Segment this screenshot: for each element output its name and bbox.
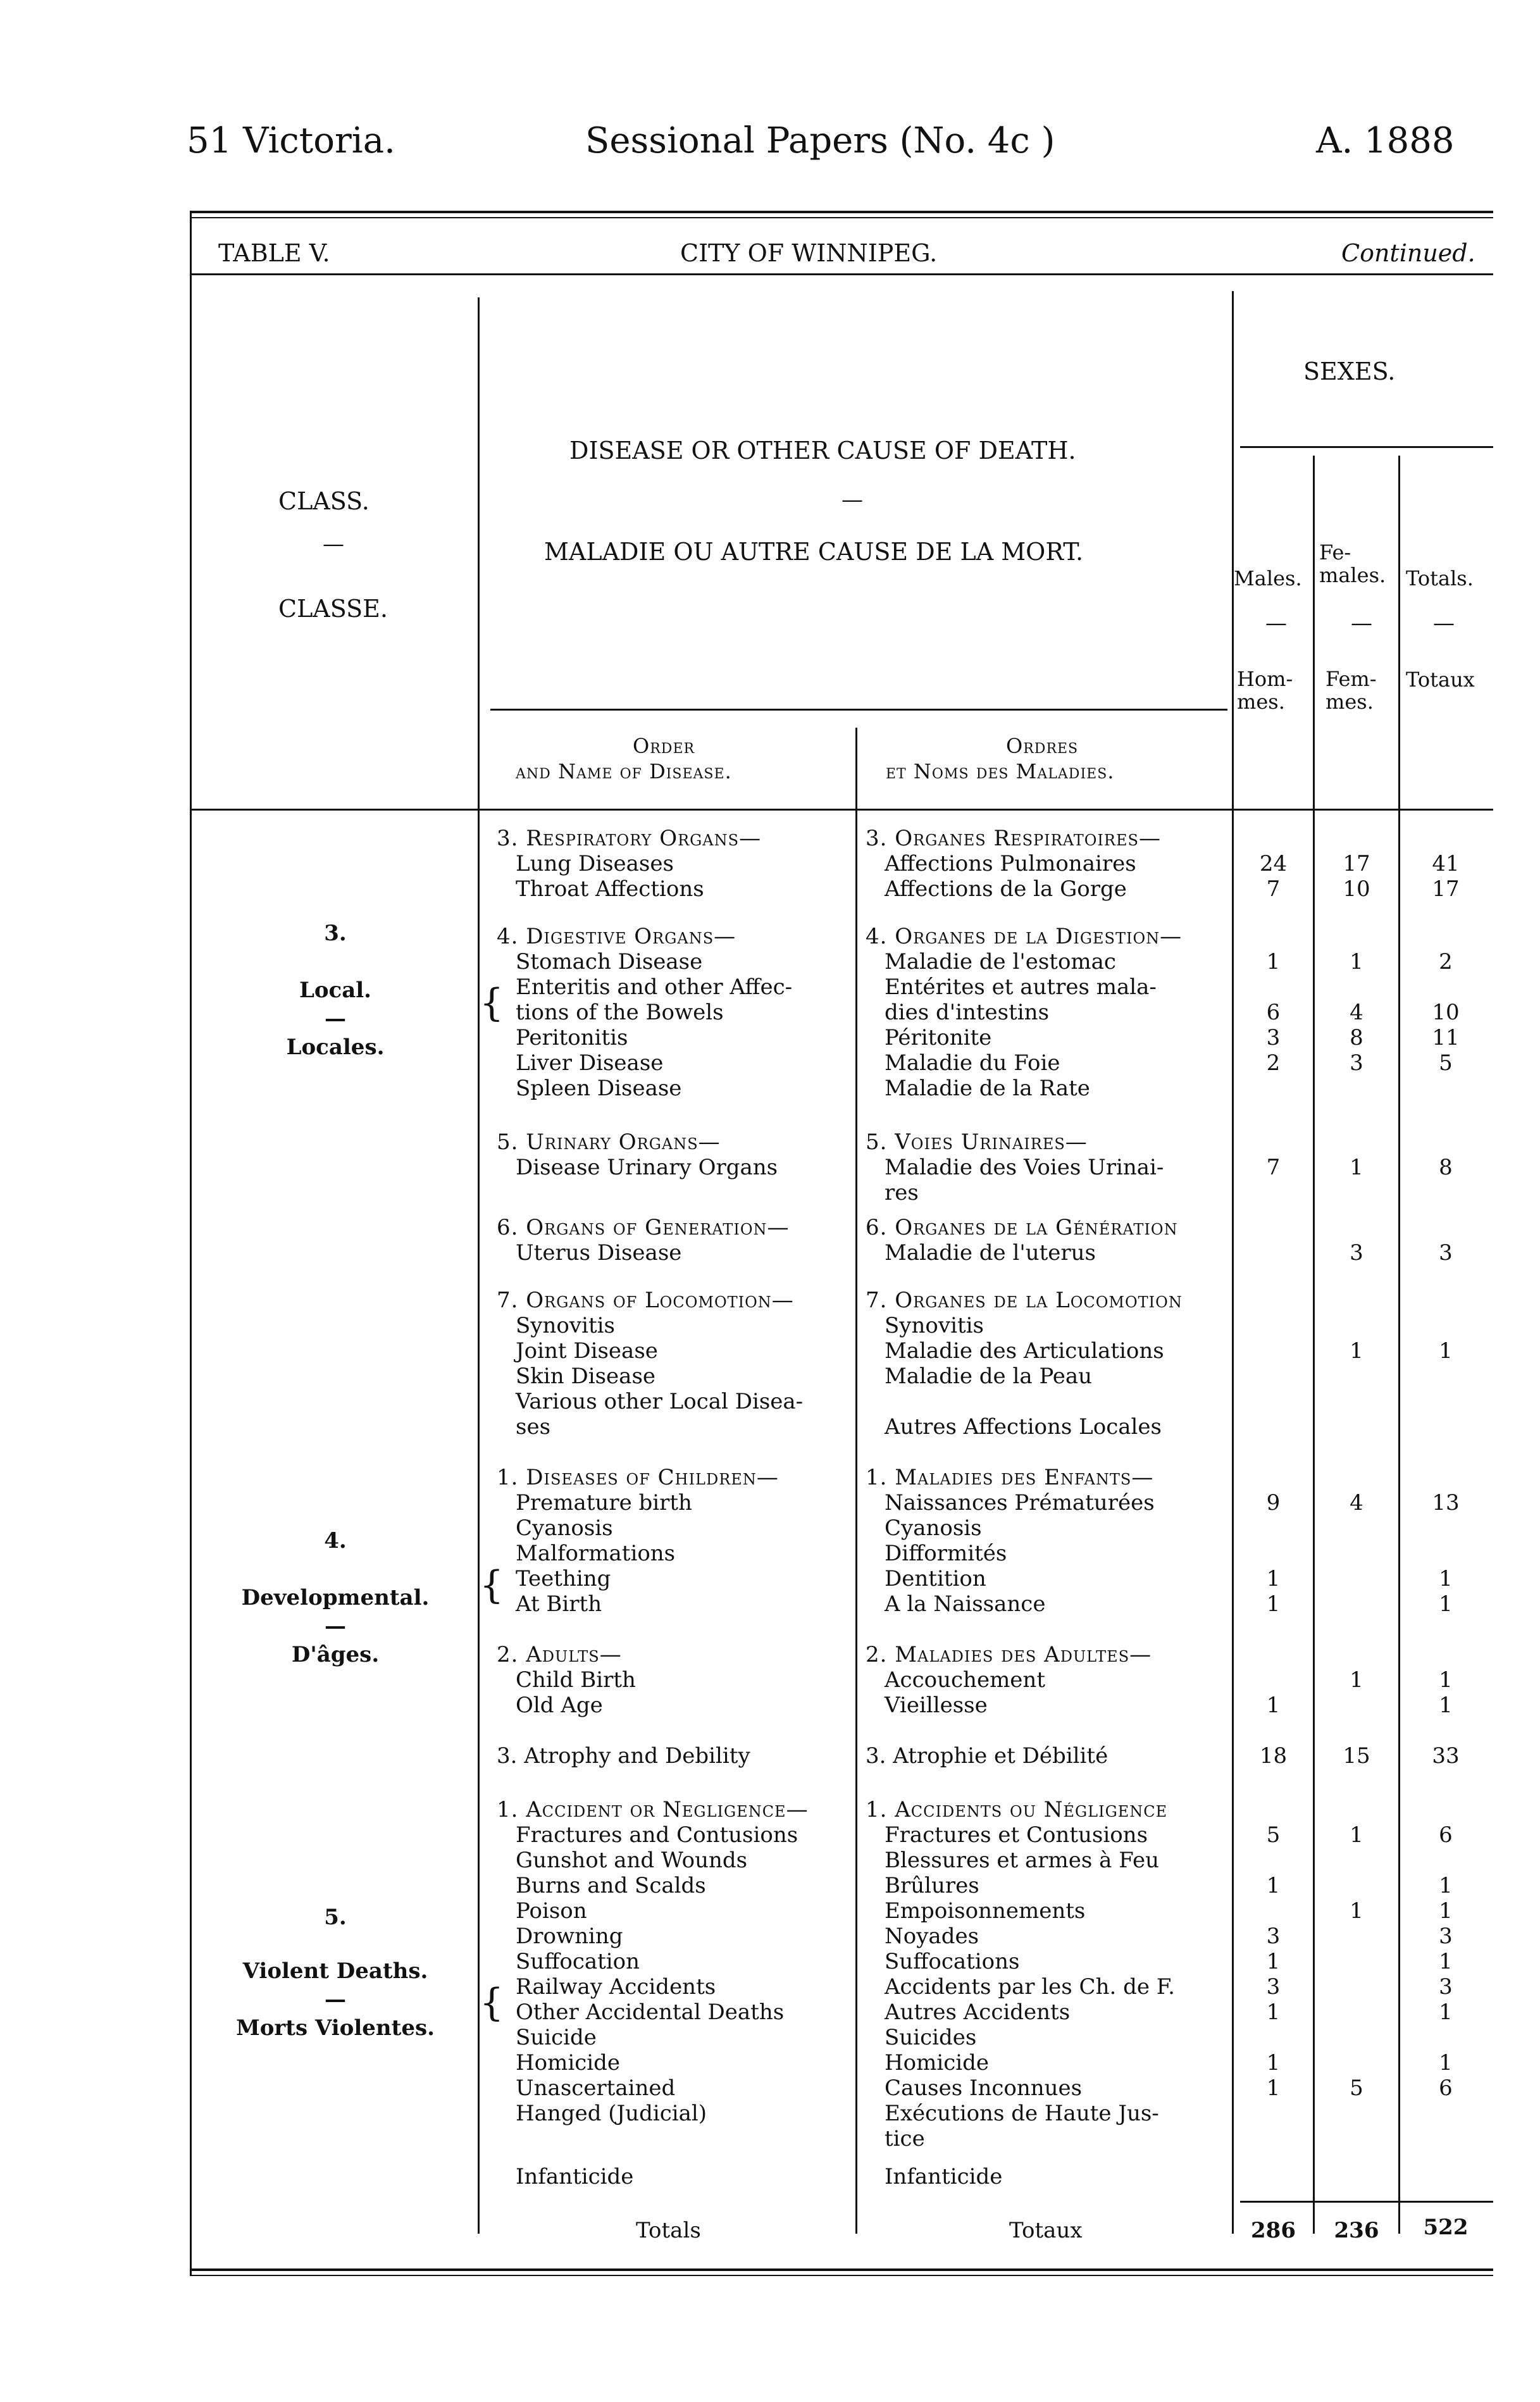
- order-rule: [490, 709, 1227, 711]
- row-disease-en: Skin Disease: [516, 1364, 656, 1389]
- row-disease-en: Fractures and Contusions: [516, 1822, 798, 1848]
- class-3-num: 3.: [324, 921, 347, 946]
- row-disease-fr: A la Naissance: [885, 1591, 1046, 1617]
- row-disease-en: At Birth: [516, 1591, 602, 1617]
- order-heading-fr-2: et Noms des Maladies.: [886, 759, 1115, 783]
- row-disease-en: Joint Disease: [516, 1338, 658, 1364]
- row-disease-en: Peritonitis: [516, 1025, 628, 1050]
- row-disease-en: Suicide: [516, 2025, 597, 2050]
- row-disease-fr: Blessures et armes à Feu: [885, 1848, 1159, 1873]
- row-females: 3: [1350, 1240, 1363, 1266]
- row-females: 1: [1350, 1822, 1363, 1848]
- row-females: 1: [1350, 1155, 1363, 1180]
- row-disease-en: 5. Urinary Organs—: [497, 1129, 721, 1155]
- females-dash: —: [1351, 611, 1372, 636]
- row-disease-en: 1. Accident or Negligence—: [497, 1797, 809, 1822]
- row-disease-fr: Maladie de la Peau: [885, 1364, 1093, 1389]
- row-total: 13: [1432, 1490, 1460, 1515]
- disease-heading-en: DISEASE OR OTHER CAUSE OF DEATH.: [569, 437, 1076, 464]
- row-disease-en: Child Birth: [516, 1667, 636, 1693]
- row-disease-fr: res: [885, 1180, 919, 1205]
- row-disease-fr: Autres Affections Locales: [885, 1414, 1162, 1440]
- row-disease-en: Cyanosis: [516, 1515, 613, 1541]
- row-disease-en: Synovitis: [516, 1313, 615, 1338]
- row-females: 8: [1350, 1025, 1363, 1050]
- row-disease-en: 6. Organs of Generation—: [497, 1215, 790, 1240]
- order-heading-en-2: and Name of Disease.: [516, 759, 732, 783]
- row-males: 1: [1266, 2075, 1281, 2101]
- row-total: 1: [1439, 1898, 1453, 1924]
- row-disease-fr: Maladie de l'uterus: [885, 1240, 1096, 1266]
- row-disease-en: Liver Disease: [516, 1050, 664, 1076]
- row-disease-en: Homicide: [516, 2050, 621, 2075]
- row-disease-fr: tice: [885, 2126, 925, 2151]
- row-disease-en: Stomach Disease: [516, 949, 703, 974]
- row-females: 17: [1343, 851, 1370, 876]
- row-total: 1: [1439, 1949, 1453, 1974]
- brace-developmental: {: [480, 1563, 504, 1607]
- order-heading-en-1: Order: [633, 734, 695, 758]
- brace-violent: {: [480, 1981, 504, 2025]
- totals-heading-fr: Totaux: [1406, 668, 1475, 692]
- row-males: 1: [1266, 949, 1281, 974]
- row-disease-fr: 6. Organes de la Génération: [866, 1215, 1178, 1240]
- row-total: 1: [1439, 1338, 1453, 1364]
- row-total: 3: [1439, 1240, 1453, 1266]
- row-males: 7: [1266, 1155, 1281, 1180]
- row-total: 3: [1439, 1924, 1453, 1949]
- females-heading: Fe- males.: [1319, 540, 1386, 587]
- row-disease-fr: Brûlures: [885, 1873, 979, 1898]
- row-females: 1: [1350, 1338, 1363, 1364]
- row-males: 24: [1259, 851, 1288, 876]
- row-disease-fr: Accidents par les Ch. de F.: [885, 1974, 1175, 2000]
- row-disease-en: Various other Local Disea-: [516, 1389, 804, 1414]
- row-males: 3: [1266, 1924, 1281, 1949]
- row-total: 11: [1432, 1025, 1460, 1050]
- row-disease-fr: Synovitis: [885, 1313, 984, 1338]
- row-disease-en: ses: [516, 1414, 551, 1440]
- row-females: 1: [1350, 949, 1363, 974]
- row-disease-fr: Empoisonnements: [885, 1898, 1086, 1924]
- row-total: 1: [1439, 2000, 1453, 2025]
- row-total: 1: [1439, 1667, 1453, 1693]
- row-disease-fr: Homicide: [885, 2050, 990, 2075]
- row-total: 6: [1439, 2075, 1453, 2101]
- row-disease-en: Hanged (Judicial): [516, 2101, 707, 2126]
- totals-label-fr: Totaux: [1009, 2218, 1083, 2243]
- table-label: TABLE V.: [218, 239, 330, 267]
- row-females: 4: [1350, 1490, 1363, 1515]
- row-total: 6: [1439, 1822, 1453, 1848]
- row-disease-en: Old Age: [516, 1693, 603, 1718]
- class-3-dash: —: [325, 1006, 346, 1031]
- row-disease-fr: Dentition: [885, 1566, 986, 1591]
- order-heading-fr-1: Ordres: [1006, 734, 1079, 758]
- row-disease-en: Spleen Disease: [516, 1076, 682, 1101]
- row-females: 15: [1343, 1743, 1370, 1769]
- class-4-fr: D'âges.: [291, 1642, 380, 1667]
- row-females: 10: [1343, 876, 1370, 902]
- row-disease-en: 3. Respiratory Organs—: [497, 826, 762, 851]
- row-disease-en: Drowning: [516, 1924, 623, 1949]
- row-males: 9: [1266, 1490, 1281, 1515]
- brace-local: {: [480, 981, 504, 1025]
- row-disease-fr: 4. Organes de la Digestion—: [866, 924, 1183, 949]
- row-males: 1: [1266, 1566, 1281, 1591]
- order-col-divider: [855, 728, 857, 2234]
- class-col-divider: [478, 297, 480, 2234]
- males-dash: —: [1265, 611, 1287, 636]
- row-disease-en: Other Accidental Deaths: [516, 2000, 785, 2025]
- row-disease-fr: 2. Maladies des Adultes—: [866, 1642, 1152, 1667]
- males-heading: Males.: [1234, 566, 1302, 590]
- row-males: 7: [1266, 876, 1281, 902]
- females-col-divider: [1398, 456, 1400, 2234]
- row-disease-fr: Noyades: [885, 1924, 979, 1949]
- class-heading-dash: —: [323, 532, 344, 557]
- row-disease-fr: Suffocations: [885, 1949, 1020, 1974]
- row-males: 6: [1266, 1000, 1281, 1025]
- females-heading-fr: Fem- mes.: [1326, 667, 1377, 714]
- row-females: 5: [1350, 2075, 1363, 2101]
- sexes-rule: [1240, 446, 1493, 448]
- totals-heading: Totals.: [1406, 566, 1474, 590]
- total-males: 286: [1251, 2218, 1296, 2243]
- row-disease-en: Gunshot and Wounds: [516, 1848, 748, 1873]
- class-3-en: Local.: [299, 978, 372, 1003]
- row-total: 1: [1439, 1566, 1453, 1591]
- row-disease-fr: Accouchement: [885, 1667, 1045, 1693]
- row-disease-fr: Difformités: [885, 1541, 1007, 1566]
- row-disease-fr: Infanticide: [885, 2164, 1003, 2189]
- row-total: 41: [1432, 851, 1460, 876]
- bottom-rule: [190, 2268, 1493, 2271]
- row-disease-en: Enteritis and other Affec-: [516, 974, 793, 1000]
- row-disease-fr: Maladie de l'estomac: [885, 949, 1116, 974]
- row-disease-en: 7. Organs of Locomotion—: [497, 1288, 794, 1313]
- header-center: Sessional Papers (No. 4c ): [585, 120, 1055, 161]
- row-disease-fr: 5. Voies Urinaires—: [866, 1129, 1088, 1155]
- city-title: CITY OF WINNIPEG.: [680, 239, 938, 267]
- continued-label: Continued.: [1341, 239, 1475, 267]
- row-disease-fr: Maladie des Voies Urinai-: [885, 1155, 1164, 1180]
- row-disease-fr: Maladie des Articulations: [885, 1338, 1164, 1364]
- sexes-heading: SEXES.: [1303, 358, 1396, 385]
- row-disease-en: Suffocation: [516, 1949, 640, 1974]
- row-total: 2: [1439, 949, 1453, 974]
- row-males: 1: [1266, 1693, 1281, 1718]
- row-total: 1: [1439, 1693, 1453, 1718]
- row-males: 1: [1266, 1949, 1281, 1974]
- row-disease-fr: 7. Organes de la Locomotion: [866, 1288, 1183, 1313]
- row-disease-fr: Exécutions de Haute Jus-: [885, 2101, 1159, 2126]
- top-rule-thin: [190, 217, 1493, 218]
- row-disease-en: Premature birth: [516, 1490, 692, 1515]
- row-disease-fr: Fractures et Contusions: [885, 1822, 1148, 1848]
- row-total: 1: [1439, 2050, 1453, 2075]
- row-disease-fr: Cyanosis: [885, 1515, 982, 1541]
- row-total: 10: [1432, 1000, 1460, 1025]
- row-disease-fr: Causes Inconnues: [885, 2075, 1083, 2101]
- row-males: 2: [1266, 1050, 1281, 1076]
- row-disease-en: 2. Adults—: [497, 1642, 622, 1667]
- header-right: A. 1888: [1316, 120, 1455, 161]
- totals-rule: [1240, 2201, 1493, 2203]
- header-left: 51 Victoria.: [187, 120, 395, 161]
- bottom-rule-thin: [190, 2275, 1493, 2276]
- row-disease-en: Unascertained: [516, 2075, 676, 2101]
- row-males: 1: [1266, 2000, 1281, 2025]
- row-disease-fr: 3. Organes Respiratoires—: [866, 826, 1161, 851]
- class-5-dash: —: [325, 1987, 346, 2012]
- row-disease-en: Malformations: [516, 1541, 676, 1566]
- row-disease-en: Railway Accidents: [516, 1974, 716, 2000]
- row-females: 4: [1350, 1000, 1363, 1025]
- row-males: 1: [1266, 1873, 1281, 1898]
- total-overall: 522: [1423, 2215, 1469, 2240]
- class-5-num: 5.: [324, 1905, 347, 1930]
- row-disease-fr: Entérites et autres mala-: [885, 974, 1157, 1000]
- row-total: 17: [1432, 876, 1460, 902]
- row-disease-fr: 3. Atrophie et Débilité: [866, 1743, 1108, 1769]
- row-total: 1: [1439, 1591, 1453, 1617]
- row-disease-en: Uterus Disease: [516, 1240, 682, 1266]
- disease-heading-dash: —: [841, 487, 863, 513]
- row-females: 1: [1350, 1898, 1363, 1924]
- row-disease-fr: Suicides: [885, 2025, 977, 2050]
- row-females: 3: [1350, 1050, 1363, 1076]
- row-disease-fr: dies d'intestins: [885, 1000, 1050, 1025]
- row-males: 18: [1259, 1743, 1288, 1769]
- row-disease-en: Infanticide: [516, 2164, 634, 2189]
- row-disease-fr: Affections de la Gorge: [885, 876, 1127, 902]
- row-disease-en: 1. Diseases of Children—: [497, 1465, 779, 1490]
- row-disease-fr: 1. Maladies des Enfants—: [866, 1465, 1154, 1490]
- row-disease-fr: Maladie de la Rate: [885, 1076, 1090, 1101]
- class-4-en: Developmental.: [241, 1585, 430, 1610]
- totals-label-en: Totals: [636, 2218, 701, 2243]
- row-disease-fr: 1. Accidents ou Négligence: [866, 1797, 1168, 1822]
- class-heading-fr: CLASSE.: [278, 595, 388, 623]
- disease-heading-fr: MALADIE OU AUTRE CAUSE DE LA MORT.: [544, 538, 1084, 566]
- row-disease-fr: Affections Pulmonaires: [885, 851, 1136, 876]
- class-heading-en: CLASS.: [278, 487, 369, 515]
- row-males: 5: [1266, 1822, 1281, 1848]
- row-disease-en: Poison: [516, 1898, 587, 1924]
- class-3-fr: Locales.: [286, 1035, 385, 1060]
- row-total: 1: [1439, 1873, 1453, 1898]
- row-males: 1: [1266, 1591, 1281, 1617]
- row-total: 33: [1432, 1743, 1460, 1769]
- row-disease-en: Throat Affections: [516, 876, 704, 902]
- row-disease-en: tions of the Bowels: [516, 1000, 724, 1025]
- class-4-dash: —: [325, 1614, 346, 1639]
- row-disease-en: 3. Atrophy and Debility: [497, 1743, 750, 1769]
- class-4-num: 4.: [324, 1528, 347, 1553]
- class-5-en: Violent Deaths.: [242, 1958, 428, 1984]
- totals-dash: —: [1433, 611, 1455, 636]
- left-border: [190, 212, 192, 2275]
- title-rule: [190, 273, 1493, 275]
- row-females: 1: [1350, 1667, 1363, 1693]
- top-rule: [190, 211, 1493, 213]
- class-5-fr: Morts Violentes.: [236, 2015, 435, 2041]
- row-disease-fr: Autres Accidents: [885, 2000, 1071, 2025]
- row-disease-en: Burns and Scalds: [516, 1873, 706, 1898]
- total-females: 236: [1334, 2218, 1379, 2243]
- row-disease-en: 4. Digestive Organs—: [497, 924, 736, 949]
- header-bottom-rule: [190, 809, 1493, 811]
- row-disease-fr: Naissances Prématurées: [885, 1490, 1155, 1515]
- row-males: 1: [1266, 2050, 1281, 2075]
- row-disease-en: Lung Diseases: [516, 851, 674, 876]
- males-heading-fr: Hom- mes.: [1237, 667, 1293, 714]
- row-males: 3: [1266, 1974, 1281, 2000]
- row-disease-en: Teething: [516, 1566, 611, 1591]
- row-total: 3: [1439, 1974, 1453, 2000]
- row-disease-fr: Maladie du Foie: [885, 1050, 1060, 1076]
- row-disease-fr: Vieillesse: [885, 1693, 988, 1718]
- row-disease-en: Disease Urinary Organs: [516, 1155, 778, 1180]
- row-total: 5: [1439, 1050, 1453, 1076]
- row-males: 3: [1266, 1025, 1281, 1050]
- row-total: 8: [1439, 1155, 1453, 1180]
- row-disease-fr: Péritonite: [885, 1025, 992, 1050]
